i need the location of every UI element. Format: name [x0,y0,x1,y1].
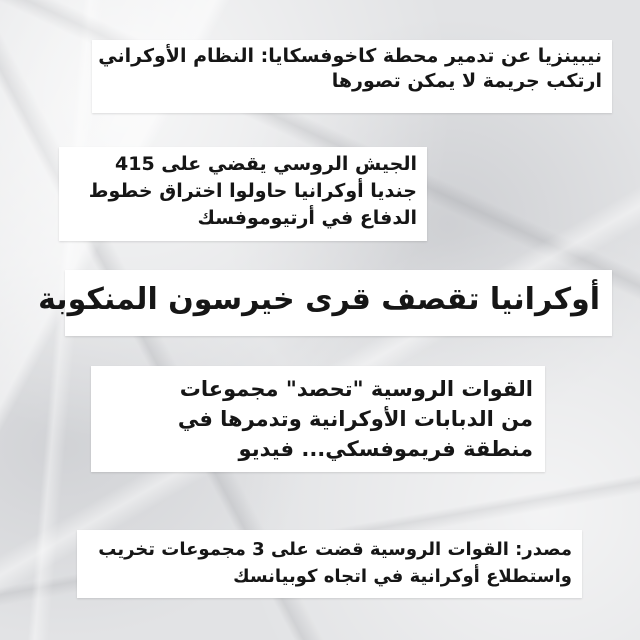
headline-1-line-1: نيبينزيا عن تدمير محطة كاخوفسكايا: النظام الأوكراني [98,45,602,67]
headline-card-5 [77,530,582,598]
headline-2-line-2: جنديا أوكرانيا حاولوا اختراق خطوط [88,180,417,202]
headline-5-line-1: مصدر: القوات الروسية قضت على 3 مجموعات تخريب [98,539,572,560]
headline-2-line-3: الدفاع في أرتيوموفسك [197,207,417,229]
headline-4-line-3: منطقة فريموفسكي... فيديو [238,437,533,461]
headline-3-line-1: أوكرانيا تقصف قرى خيرسون المنكوبة [38,282,600,317]
headline-2-line-1: الجيش الروسي يقضي على 415 [115,153,417,175]
headline-5-line-2: واستطلاع أوكرانية في اتجاه كوبيانسك [233,566,572,587]
headline-card-1 [92,40,612,113]
headline-card-2 [59,147,427,241]
headline-1-line-2: ارتكب جريمة لا يمكن تصورها [331,70,602,92]
headline-4-line-2: من الدبابات الأوكرانية وتدمرها في [177,407,533,431]
headline-card-4 [91,366,545,472]
headline-card-3 [38,270,612,336]
headline-4-line-1: القوات الروسية "تحصد" مجموعات [179,377,533,401]
